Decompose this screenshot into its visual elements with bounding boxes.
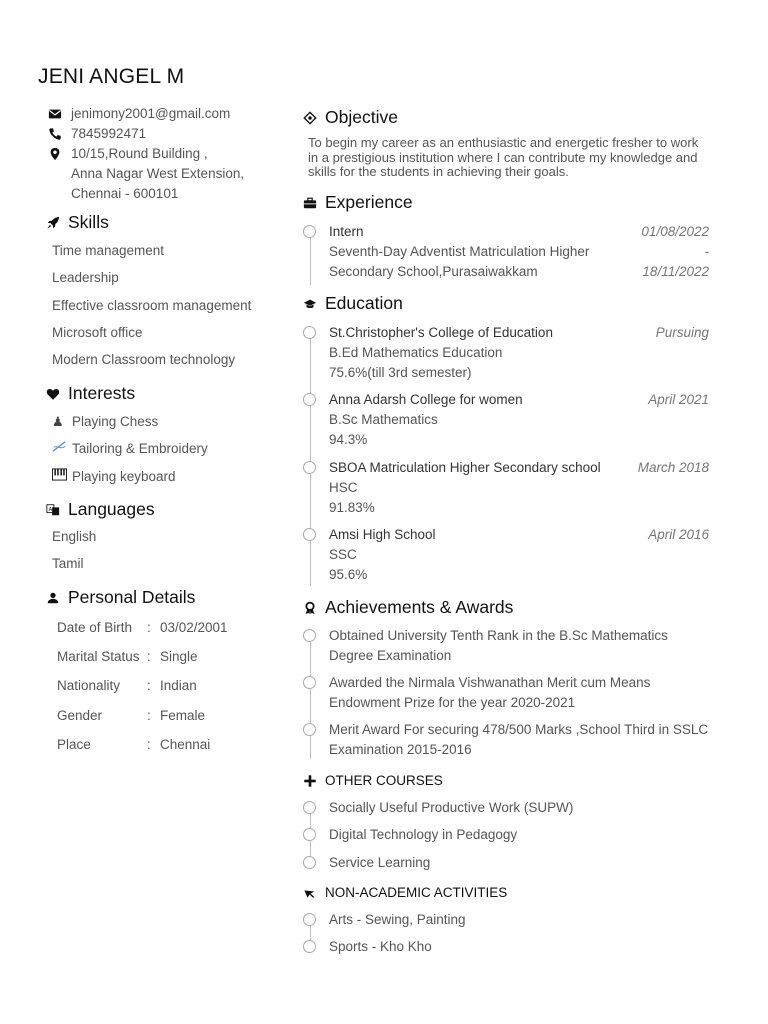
skills-heading: Skills (46, 212, 109, 233)
rocket-icon (46, 216, 68, 230)
skills-list (52, 241, 251, 377)
phone-text: 7845992471 (71, 126, 147, 141)
needle-thread-icon (52, 439, 72, 460)
language-item: English (52, 529, 97, 544)
personal-row: Date of Birth : 03/02/2001 (57, 620, 228, 635)
personal-row: Gender : Female (57, 707, 206, 723)
experience-dates: 01/08/2022 - 18/11/2022 (641, 224, 709, 279)
svg-text:A: A (48, 506, 53, 513)
experience-heading: Experience (303, 192, 413, 213)
languages-list (52, 527, 96, 582)
interest-item: Playing keyboard (52, 467, 208, 494)
timeline-dot (303, 801, 316, 814)
skill-item: Time management (52, 243, 165, 258)
education-heading: Education (303, 293, 403, 314)
envelope-icon (48, 104, 71, 124)
language-item: Tamil (52, 556, 84, 572)
achievements-heading: Achievements & Awards (303, 597, 513, 618)
languages-heading: A Languages (46, 499, 155, 520)
skill-item: Modern Classroom technology (52, 352, 236, 368)
timeline-dot (303, 326, 316, 339)
timeline-dot (303, 629, 316, 642)
interest-item: Tailoring & Embroidery (52, 439, 208, 466)
timeline-dot (303, 393, 316, 406)
personal-row: Marital Status : Single (57, 649, 198, 665)
skill-item: Microsoft office (52, 324, 143, 340)
phone-icon (48, 124, 71, 144)
personal-row: Place : Chennai (57, 736, 211, 752)
heart-icon (46, 387, 68, 401)
objective-heading: Objective (303, 107, 398, 128)
cursor-arrow-icon (303, 886, 325, 900)
experience-title: Intern (329, 224, 364, 239)
interest-item: ♟ Playing Chess (52, 412, 208, 439)
skill-item: Leadership (52, 270, 119, 286)
contact-phone (48, 124, 278, 144)
skill-item: Effective classroom management (52, 297, 252, 313)
translate-icon (46, 503, 68, 517)
chess-icon: ♟ (52, 414, 64, 429)
experience-org-line: Seventh-Day Adventist Matriculation Higher (329, 244, 590, 259)
education-timeline: St.Christopher's College of Education B.Ed Mathematics Education 75.6%(till 3rd semester) Pursuing Anna Adarsh College for women B.Sc Mathematics 94.3% April 2021 SBOA Matriculation Higher Secondary school HSC 91.83% March 2018 Amsi High School SSC 95.6% April 2016 (303, 323, 708, 588)
experience-timeline (303, 222, 708, 287)
address-text: 10/15,Round Building , Anna Nagar West Extension, Chennai - 600101 (71, 146, 245, 201)
contact-email (48, 104, 278, 124)
personal-details-table (57, 618, 228, 764)
timeline-dot (303, 940, 316, 953)
crosshair-icon (303, 111, 325, 125)
other-courses-timeline: Socially Useful Productive Work (SUPW) Digital Technology in Pedagogy Service Learning (303, 798, 708, 873)
interests-list (52, 412, 208, 494)
timeline-line (310, 235, 311, 285)
education-date: April 2021 (648, 392, 709, 407)
map-pin-icon (48, 144, 71, 164)
interests-heading: Interests (46, 383, 135, 404)
user-icon (46, 591, 68, 605)
experience-org-line: Secondary School,Purasaiwakkam (329, 264, 538, 279)
award-ribbon-icon (303, 601, 325, 615)
timeline-dot (303, 461, 316, 474)
timeline-dot (303, 723, 316, 736)
education-date: Pursuing (655, 325, 709, 340)
keyboard-piano-icon (52, 467, 72, 487)
timeline-dot (303, 225, 316, 238)
email-text[interactable]: jenimony2001@gmail.com (71, 106, 231, 121)
non-academic-heading: NON-ACADEMIC ACTIVITIES (303, 885, 507, 900)
education-date: March 2018 (637, 460, 709, 475)
personal-row: Nationality : Indian (57, 678, 197, 694)
other-courses-heading: OTHER COURSES (303, 773, 443, 788)
graduation-cap-icon (303, 297, 325, 311)
achievements-timeline: Obtained University Tenth Rank in the B.Sc Mathematics Degree Examination Awarded the Nirmala Vishwanathan Merit cum Means Endowment Prize for the year 2020-2021 Merit Award For securing 478/500 Marks ,School Third in SSLC Examination 2015-2016 (303, 626, 708, 761)
non-academic-timeline: Arts - Sewing, Painting Sports - Kho Kho (303, 910, 708, 958)
timeline-dot (303, 856, 316, 869)
plus-icon (303, 774, 325, 788)
education-date: April 2016 (648, 527, 709, 542)
timeline-dot (303, 913, 316, 926)
timeline-dot (303, 528, 316, 541)
briefcase-icon (303, 196, 325, 210)
timeline-dot (303, 676, 316, 689)
objective-text: To begin my career as an enthusiastic and energetic fresher to work in a prestigious institution where I can contribute my knowledge and skills for the students in achieving their goals. (308, 135, 699, 180)
timeline-line (310, 639, 311, 759)
contact-block (48, 104, 278, 204)
timeline-dot (303, 828, 316, 841)
contact-address (48, 144, 278, 204)
personal-details-heading: Personal Details (46, 587, 195, 608)
candidate-name: JENI ANGEL M (38, 65, 185, 88)
